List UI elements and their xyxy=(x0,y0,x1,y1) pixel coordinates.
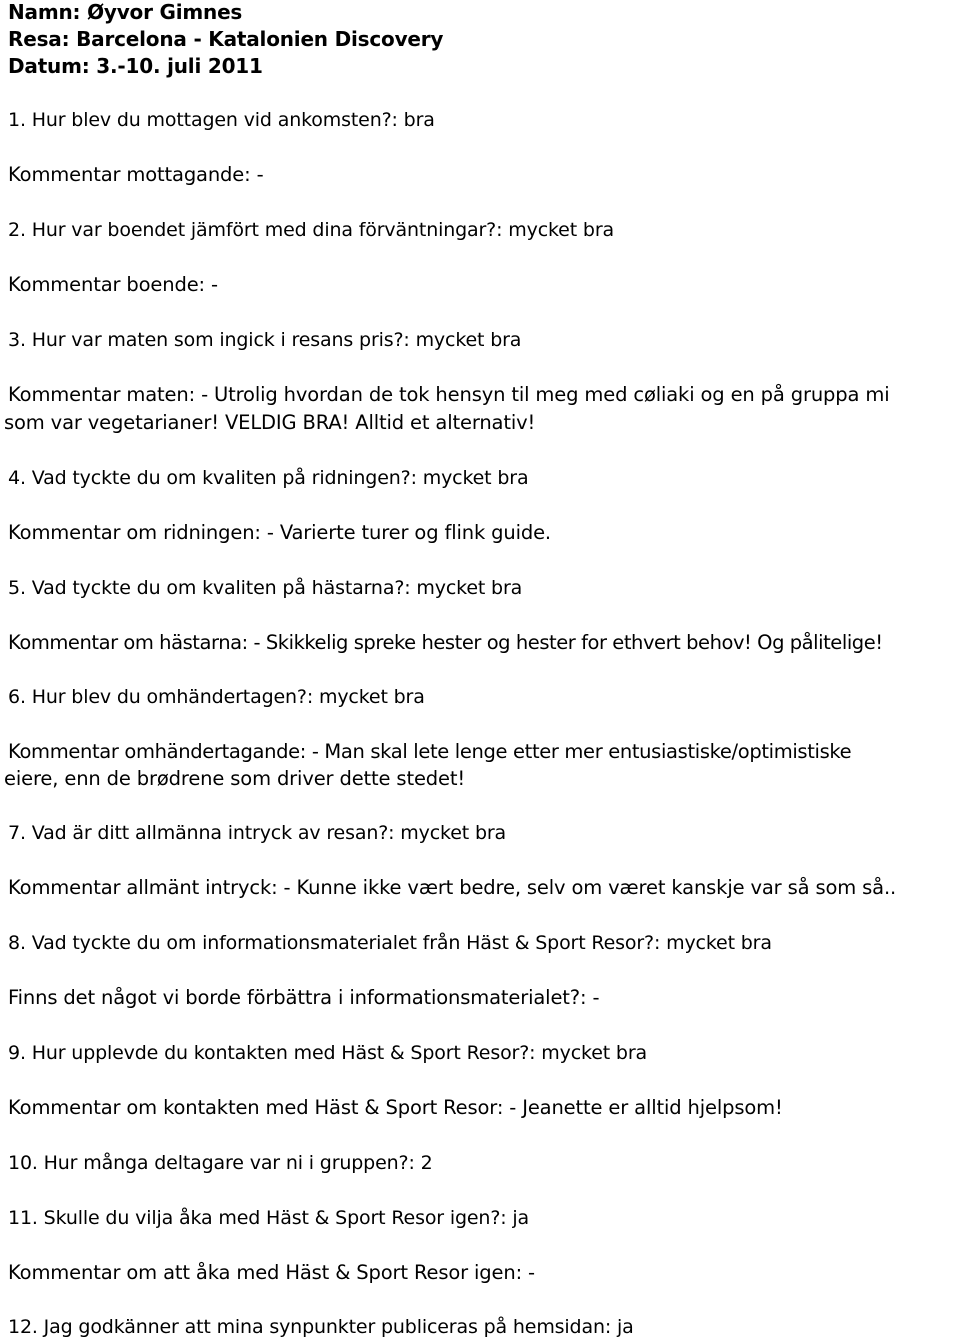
comment-11: Kommentar om att åka med Häst & Sport Resor igen: - xyxy=(8,1261,535,1284)
comment-8: Finns det något vi borde förbättra i informationsmaterialet?: - xyxy=(8,986,600,1009)
comment-6: Kommentar omhändertagande: - Man skal lete lenge etter mer entusiastiske/optimistiske xyxy=(8,740,852,763)
comment-9: Kommentar om kontakten med Häst & Sport Resor: - Jeanette er alltid hjelpsom! xyxy=(8,1096,783,1119)
comment-5: Kommentar om hästarna: - Skikkelig spreke hester og hester for ethvert behov! Og pålitelige! xyxy=(8,631,883,654)
question-4: 4. Vad tyckte du om kvaliten på ridningen?: mycket bra xyxy=(8,467,529,489)
comment-6-continued: eiere, enn de brødrene som driver dette stedet! xyxy=(4,767,466,790)
question-1: 1. Hur blev du mottagen vid ankomsten?: bra xyxy=(8,109,435,131)
question-2: 2. Hur var boendet jämfört med dina förväntningar?: mycket bra xyxy=(8,219,614,241)
comment-1: Kommentar mottagande: - xyxy=(8,163,264,186)
question-12: 12. Jag godkänner att mina synpunkter publiceras på hemsidan: ja xyxy=(8,1316,634,1338)
comment-3: Kommentar maten: - Utrolig hvordan de tok hensyn til meg med cøliaki og en på gruppa mi xyxy=(8,383,890,406)
comment-3-continued: som var vegetarianer! VELDIG BRA! Alltid et alternativ! xyxy=(4,411,536,434)
question-11: 11. Skulle du vilja åka med Häst & Sport Resor igen?: ja xyxy=(8,1207,530,1229)
comment-7: Kommentar allmänt intryck: - Kunne ikke vært bedre, selv om været kanskje var så som så.. xyxy=(8,876,897,899)
question-6: 6. Hur blev du omhändertagen?: mycket bra xyxy=(8,686,425,708)
comment-2: Kommentar boende: - xyxy=(8,273,218,296)
comment-4: Kommentar om ridningen: - Varierte turer og flink guide. xyxy=(8,521,551,544)
question-8: 8. Vad tyckte du om informationsmaterialet från Häst & Sport Resor?: mycket bra xyxy=(8,932,772,954)
respondent-name: Namn: Øyvor Gimnes xyxy=(8,0,243,24)
trip-date: Datum: 3.-10. juli 2011 xyxy=(8,54,263,78)
question-10: 10. Hur många deltagare var ni i gruppen?: 2 xyxy=(8,1152,433,1174)
question-9: 9. Hur upplevde du kontakten med Häst & Sport Resor?: mycket bra xyxy=(8,1042,647,1064)
trip-name: Resa: Barcelona - Katalonien Discovery xyxy=(8,27,444,51)
question-3: 3. Hur var maten som ingick i resans pris?: mycket bra xyxy=(8,329,522,351)
question-5: 5. Vad tyckte du om kvaliten på hästarna?: mycket bra xyxy=(8,577,523,599)
question-7: 7. Vad är ditt allmänna intryck av resan?: mycket bra xyxy=(8,822,507,844)
